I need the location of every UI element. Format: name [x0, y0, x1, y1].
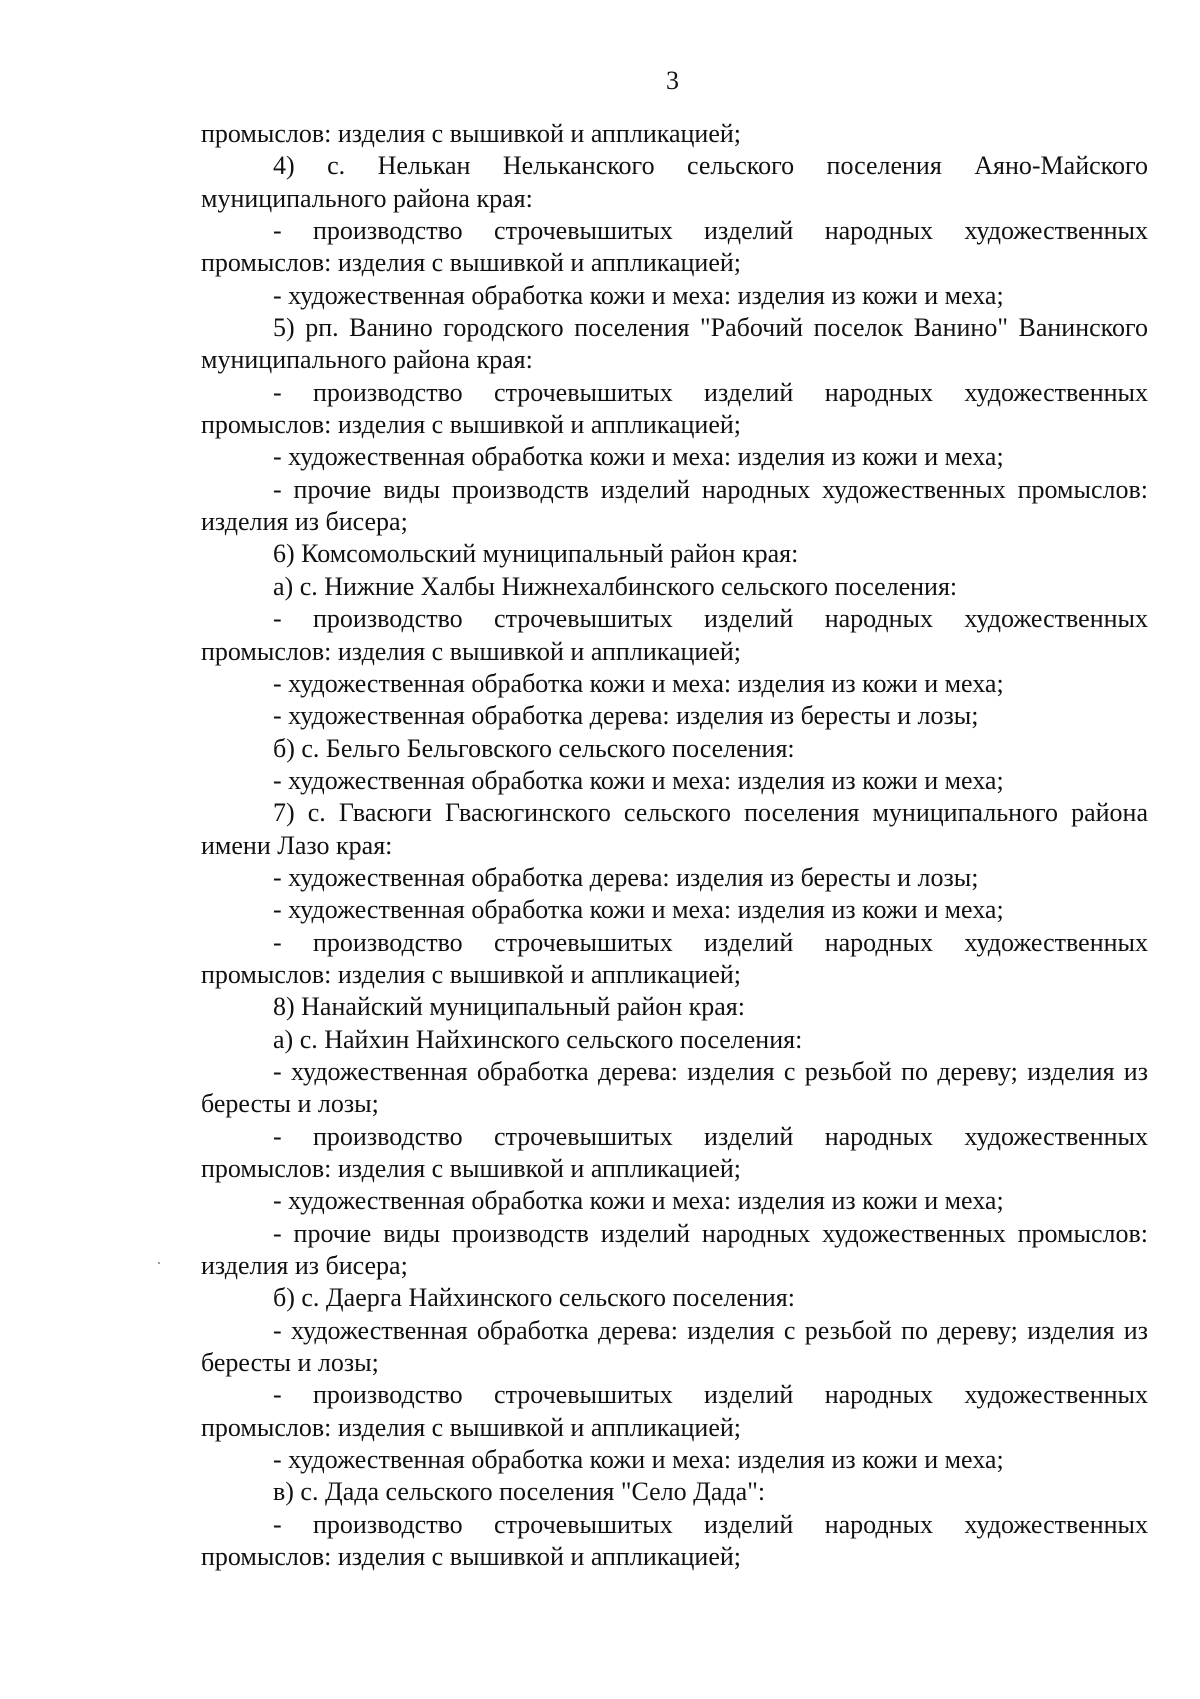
paragraph: б) с. Даерга Найхинского сельского поселения:: [273, 1283, 795, 1313]
paragraph: - производство строчевышитых изделий народных художественных промыслов: изделия с вышивкой и аппликацией;: [201, 377, 1148, 440]
paragraph: промыслов: изделия с вышивкой и аппликацией;: [201, 119, 742, 148]
paragraph: - художественная обработка кожи и меха: изделия из кожи и меха;: [273, 895, 1004, 925]
paragraph: 7) с. Гвасюги Гвасюгинского сельского поселения муниципального района имени Лазо края:: [201, 798, 1148, 860]
paragraph: - художественная обработка дерева: изделия с резьбой по дереву; изделия из бересты и лозы;: [201, 1315, 1148, 1378]
paragraph: - производство строчевышитых изделий народных художественных промыслов: изделия с вышивкой и аппликацией;: [201, 1121, 1148, 1183]
scan-speck: [158, 1262, 160, 1264]
paragraph: - художественная обработка кожи и меха: изделия из кожи и меха;: [273, 1186, 1004, 1216]
paragraph: - производство строчевышитых изделий народных художественных промыслов: изделия с вышивкой и аппликацией;: [201, 604, 1148, 666]
paragraph: - производство строчевышитых изделий народных художественных промыслов: изделия с вышивкой и аппликацией;: [201, 1509, 1148, 1572]
paragraph: - художественная обработка кожи и меха: изделия из кожи и меха;: [273, 1445, 1004, 1475]
paragraph: а) с. Найхин Найхинского сельского поселения:: [273, 1024, 803, 1054]
paragraph: - художественная обработка дерева: изделия из бересты и лозы;: [273, 701, 979, 731]
paragraph: 4) с. Нелькан Нельканского сельского поселения Аяно-Майского муниципального района края:: [201, 151, 1148, 213]
paragraph: - производство строчевышитых изделий народных художественных промыслов: изделия с вышивкой и аппликацией;: [201, 927, 1148, 989]
paragraph: - прочие виды производств изделий народных художественных промыслов: изделия из бисера;: [201, 474, 1148, 537]
paragraph: - художественная обработка кожи и меха: изделия из кожи и меха;: [273, 442, 1004, 472]
paragraph: - художественная обработка кожи и меха: изделия из кожи и меха;: [273, 668, 1004, 698]
document-body: [201, 118, 1148, 1573]
paragraph: - художественная обработка дерева: изделия с резьбой по дереву; изделия из бересты и лозы;: [201, 1056, 1148, 1119]
paragraph: - производство строчевышитых изделий народных художественных промыслов: изделия с вышивкой и аппликацией;: [201, 1380, 1148, 1442]
paragraph: - производство строчевышитых изделий народных художественных промыслов: изделия с вышивкой и аппликацией;: [201, 216, 1148, 278]
paragraph: 5) рп. Ванино городского поселения "Рабочий поселок Ванино" Ванинского муниципального района края:: [201, 313, 1148, 375]
paragraph: - художественная обработка кожи и меха: изделия из кожи и меха;: [273, 280, 1004, 310]
paragraph: 6) Комсомольский муниципальный район края:: [273, 539, 799, 569]
paragraph: а) с. Нижние Халбы Нижнехалбинского сельского поселения:: [273, 571, 958, 601]
page-number: 3: [666, 66, 679, 95]
paragraph: - художественная обработка дерева: изделия из бересты и лозы;: [273, 862, 979, 892]
paragraph: 8) Нанайский муниципальный район края:: [273, 992, 745, 1022]
paragraph: в) с. Дада сельского поселения "Село Дада":: [273, 1477, 766, 1507]
paragraph: - прочие виды производств изделий народных художественных промыслов: изделия из бисера;: [201, 1218, 1148, 1281]
paragraph: - художественная обработка кожи и меха: изделия из кожи и меха;: [273, 765, 1004, 795]
paragraph: б) с. Бельго Бельговского сельского поселения:: [273, 733, 795, 763]
